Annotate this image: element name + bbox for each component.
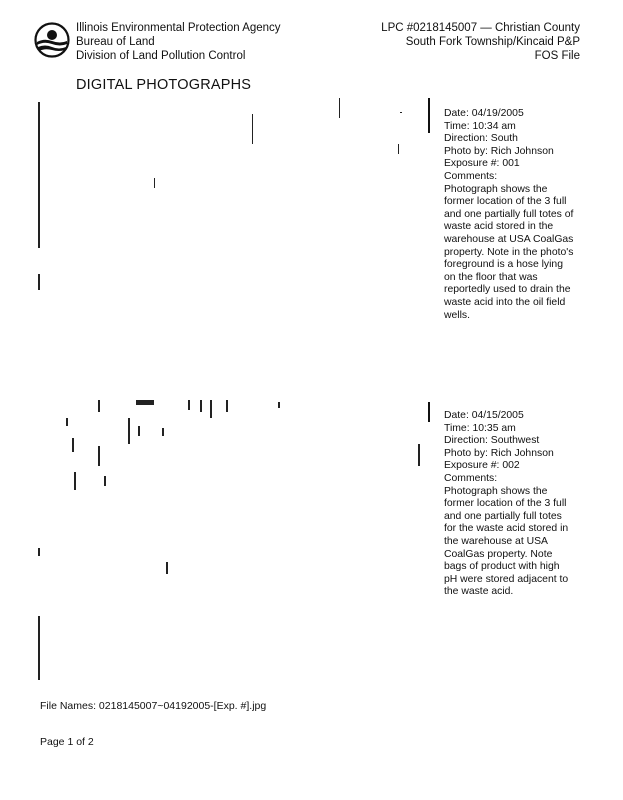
scan-artifact bbox=[74, 472, 76, 490]
scan-artifact bbox=[104, 476, 106, 486]
scan-artifact bbox=[398, 144, 399, 154]
photo-date: Date: 04/15/2005 bbox=[444, 410, 524, 421]
scan-artifact bbox=[200, 400, 202, 412]
photo-date: Date: 04/19/2005 bbox=[444, 108, 524, 119]
photo-2-details bbox=[444, 410, 574, 599]
photo-time: Time: 10:35 am bbox=[444, 422, 516, 434]
photo-1-area bbox=[38, 98, 426, 398]
scan-artifact bbox=[188, 400, 190, 410]
file-type: FOS File bbox=[534, 50, 580, 62]
scan-artifact bbox=[252, 114, 253, 144]
township-name: South Fork Township/Kincaid P&P bbox=[405, 36, 580, 48]
scan-artifact bbox=[154, 178, 155, 188]
lpc-number: LPC #0218145007 — Christian County bbox=[381, 22, 580, 34]
scan-artifact bbox=[138, 426, 140, 436]
scan-artifact bbox=[210, 400, 212, 418]
scan-artifact bbox=[128, 418, 130, 444]
scan-artifact bbox=[418, 444, 420, 466]
photo-1-divider bbox=[428, 98, 430, 133]
scan-artifact bbox=[66, 418, 68, 426]
photo-2-divider bbox=[428, 402, 430, 422]
photo-2-area bbox=[38, 398, 426, 688]
page-number: Page 1 of 2 bbox=[40, 736, 94, 748]
scan-artifact bbox=[226, 400, 228, 412]
photo-comments-label: Comments: bbox=[444, 472, 498, 484]
photo-comments: Photograph shows the former location of the 3 full and one partially full totes for the waste acid stored in the warehouse at USA CoalGas property. Note bags of product with high pH were stored adjacent to the waste acid. bbox=[444, 485, 569, 598]
photo-direction: Direction: South bbox=[444, 133, 518, 145]
scan-artifact bbox=[98, 400, 100, 412]
photo-author: Photo by: Rich Johnson bbox=[444, 145, 554, 157]
photo-exposure: Exposure #: 002 bbox=[444, 460, 520, 472]
photo-1-details bbox=[444, 108, 574, 322]
bureau-name: Bureau of Land bbox=[76, 36, 155, 48]
scan-artifact bbox=[38, 616, 40, 680]
scan-artifact bbox=[72, 438, 74, 452]
scan-artifact bbox=[98, 446, 100, 466]
scan-artifact bbox=[278, 402, 280, 408]
photo-direction: Direction: Southwest bbox=[444, 435, 540, 447]
photo-author: Photo by: Rich Johnson bbox=[444, 447, 554, 459]
file-names: File Names: 0218145007~04192005-[Exp. #].jpg bbox=[40, 700, 267, 712]
scan-artifact bbox=[339, 98, 340, 118]
photo-time: Time: 10:34 am bbox=[444, 120, 516, 132]
scan-artifact bbox=[38, 102, 40, 248]
photo-comments-label: Comments: bbox=[444, 170, 498, 182]
page-title: DIGITAL PHOTOGRAPHS bbox=[76, 77, 252, 93]
agency-name: Illinois Environmental Protection Agency bbox=[76, 22, 281, 34]
scan-artifact bbox=[38, 274, 40, 290]
photo-comments: Photograph shows the former location of the 3 full and one partially full totes of waste acid stored in the warehouse at USA CoalGas property. Note in the photo's foreground is a hose lying on the floor that was reportedly used to drain the waste acid into the oil field wells. bbox=[444, 183, 574, 321]
photo-exposure: Exposure #: 001 bbox=[444, 158, 520, 170]
agency-logo-icon bbox=[34, 22, 70, 58]
scan-artifact bbox=[400, 112, 402, 113]
scan-artifact bbox=[38, 548, 40, 556]
scan-artifact bbox=[162, 428, 164, 436]
scan-artifact bbox=[136, 400, 154, 405]
division-name: Division of Land Pollution Control bbox=[76, 50, 246, 62]
scan-artifact bbox=[166, 562, 168, 574]
